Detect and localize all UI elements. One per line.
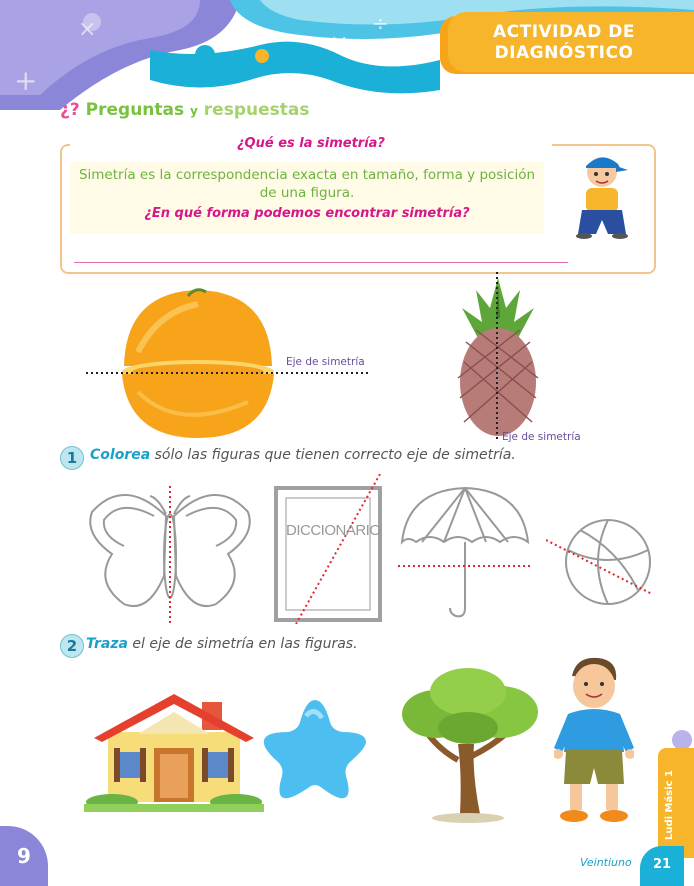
star-figure[interactable] <box>260 696 370 802</box>
orange-illustration <box>118 282 278 442</box>
pineapple-symmetry-axis <box>494 272 500 442</box>
svg-text:×: × <box>78 17 97 42</box>
pineapple-axis-label: Eje de simetría <box>502 431 581 443</box>
svg-text:÷: ÷ <box>372 11 389 35</box>
ball-figure[interactable] <box>546 514 654 606</box>
page-word: Veintiuno <box>580 856 632 869</box>
exercise-2-text: el eje de simetría en las figuras. <box>127 636 358 652</box>
umbrella-figure[interactable] <box>398 484 532 622</box>
butterfly-figure[interactable] <box>84 486 256 626</box>
activity-title-line2: DIAGNÓSTICO <box>494 43 634 63</box>
qa-heading-part1: Preguntas <box>85 100 185 120</box>
exercise-2-instruction <box>86 636 358 652</box>
activity-title-line1: ACTIVIDAD DE <box>492 22 636 42</box>
svg-text:+: + <box>14 64 38 97</box>
orange-symmetry-axis <box>86 370 368 376</box>
definition-text: Simetría es la correspondencia exacta en tamaño, forma y posición de una figura. <box>78 167 536 201</box>
question-1: ¿Qué es la simetría? <box>70 136 552 151</box>
exercise-2-verb: Traza <box>86 636 128 652</box>
page-number: 21 <box>640 846 684 886</box>
exercise-1-instruction <box>90 447 516 463</box>
exercise-1-text: sólo las figuras que tienen correcto eje de simetría. <box>150 447 516 463</box>
boy-figure[interactable] <box>554 656 634 828</box>
exercise-2-number: 2 <box>60 634 84 658</box>
exercise-1-number: 1 <box>60 446 84 470</box>
tree-figure[interactable] <box>396 664 542 824</box>
qa-heading-icon: ¿? <box>60 100 80 120</box>
answer-line[interactable] <box>74 262 568 263</box>
kid-thinking-illustration <box>572 150 632 240</box>
qa-heading-part2: respuestas <box>203 100 310 120</box>
exercise-1-verb: Colorea <box>90 447 151 463</box>
dictionary-label: DICCIONARIO <box>286 522 381 539</box>
qa-heading <box>60 100 309 120</box>
dictionary-figure[interactable] <box>272 474 388 624</box>
left-corner-number: 9 <box>0 826 48 886</box>
svg-text:×: × <box>330 31 349 56</box>
activity-title <box>464 22 664 64</box>
orange-axis-label: Eje de simetría <box>286 356 365 368</box>
side-tab-text: Ludi Másic 1 <box>664 770 675 841</box>
house-figure[interactable] <box>84 690 264 812</box>
question-2: ¿En qué forma podemos encontrar simetría? <box>144 206 470 221</box>
qa-heading-y: y <box>190 104 198 118</box>
